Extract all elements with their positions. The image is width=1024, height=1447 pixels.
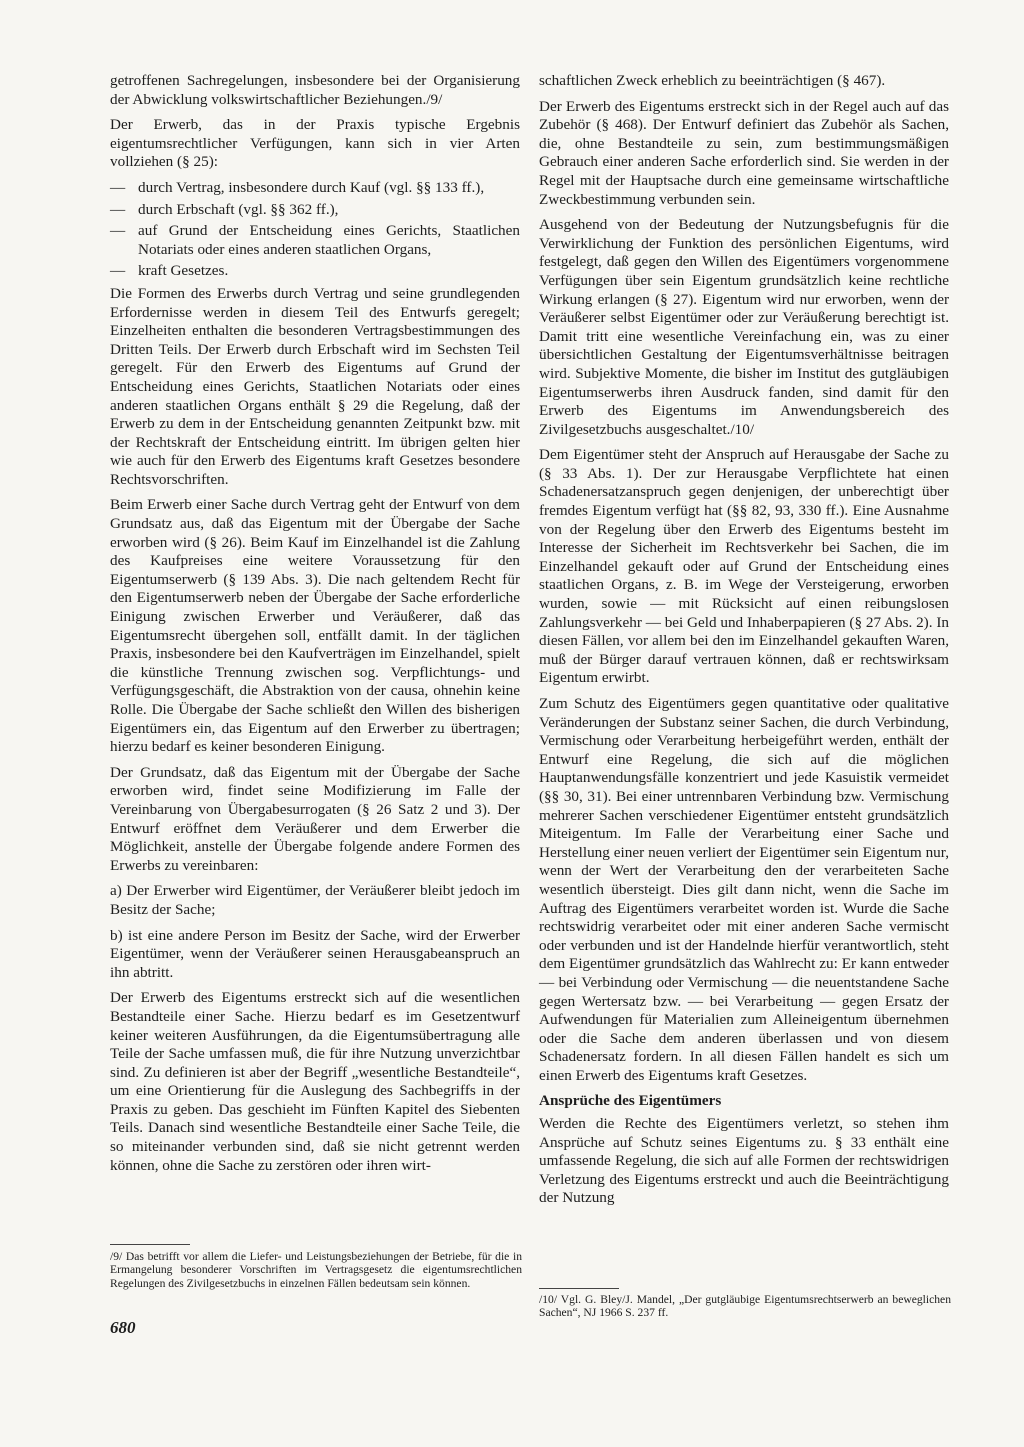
footnote-10: /10/ Vgl. G. Bley/J. Mandel, „Der gutgläubige Eigentumsrechtserwerb an beweglichen Sachen“, NJ 1966 S. 237 ff.	[539, 1293, 951, 1320]
footnote-divider	[110, 1244, 190, 1245]
paragraph: Der Erwerb des Eigentums erstreckt sich in der Regel auch auf das Zubehör (§ 468). Der Entwurf definiert das Zubehör als Sachen, die, ohne Bestandteile zu sein, zum bestimmungsmäßigen Gebrauch einer anderen Sache erforderlich sind. Sie werden in der Regel mit der Hauptsache durch eine gemeinsame wirtschaftliche Zweckbestimmung verbunden sein.	[539, 97, 949, 208]
list-item: — durch Vertrag, insbesondere durch Kauf (vgl. §§ 133 ff.),	[110, 179, 520, 198]
page-number: 680	[110, 1318, 136, 1337]
paragraph: Die Formen des Erwerbs durch Vertrag und seine grundlegenden Erfordernisse werden in diesem Teil des Entwurfs geregelt; Einzelheiten enthalten die besonderen Vertragsbestimmungen des Dritten Teils. Der Erwerb durch Erbschaft wird im Sechsten Teil geregelt. Für den Erwerb des Eigentums auf Grund der Entscheidung eines Gerichts, Staatlichen Notariats oder eines anderen staatlichen Organs enthält § 29 die Regelung, daß der Erwerb zu dem in der Entscheidung genannten Zeitpunkt bzw. mit der Rechtskraft der Entscheidung eintritt. Im übrigen gelten hier wie auch für den Erwerb des Eigentums kraft Gesetzes besondere Rechtsvorschriften.	[110, 284, 520, 488]
paragraph: Der Grundsatz, daß das Eigentum mit der Übergabe der Sache erworben wird, findet seine Modifizierung im Falle der Vereinbarung von Übergabesurrogaten (§ 26 Satz 2 und 3). Der Entwurf eröffnet dem Veräußerer und dem Erwerber die Möglichkeit, anstelle der Übergabe folgende andere Formen des Erwerbs zu vereinbaren:	[110, 763, 520, 874]
paragraph: Der Erwerb, das in der Praxis typische Ergebnis eigentumsrechtlicher Verfügungen, kann sich in vier Arten vollziehen (§ 25):	[110, 116, 520, 171]
list-item: — auf Grund der Entscheidung eines Gerichts, Staatlichen Notariats oder eines anderen staatlichen Organs,	[110, 222, 520, 259]
list-item: — durch Erbschaft (vgl. §§ 362 ff.),	[110, 201, 520, 220]
paragraph: b) ist eine andere Person im Besitz der Sache, wird der Erwerber Eigentümer, wenn der Veräußerer seinen Herausgabeanspruch an ihn abtritt.	[110, 926, 520, 981]
footnote-divider	[539, 1288, 619, 1289]
left-column	[110, 72, 520, 1182]
paragraph: getroffenen Sachregelungen, insbesondere bei der Organisierung der Abwicklung volkswirtschaftlicher Beziehungen./9/	[110, 72, 520, 108]
right-column	[539, 72, 949, 1215]
paragraph: Zum Schutz des Eigentümers gegen quantitative oder qualitative Veränderungen der Substanz seiner Sachen, die durch Verbindung, Vermischung oder Verarbeitung herbeigeführt werden, enthält der Entwurf eine Regelung, die sich auf die möglichen Hauptanwendungsfälle konzentriert und jede Kasuistik vermeidet (§§ 30, 31). Bei einer untrennbaren Verbindung bzw. Vermischung mehrerer Sachen verschiedener Eigentümer entsteht grundsätzlich Miteigentum. Im Falle der Verarbeitung einer Sache und Herstellung einer neuen verliert der Eigentümer sein Eigentum nur, wenn der Wert der Verarbeitung den der verarbeiteten Sache wesentlich übersteigt. Dies gilt dann nicht, wenn die Sache im Auftrag des Eigentümers verarbeitet worden ist. Wurde die Sache rechtswidrig verarbeitet oder mit einer anderen Sache vermischt oder verbunden und ist der Handelnde hierfür verantwortlich, steht dem Eigentümer grundsätzlich das Wahlrecht zu: Er kann entweder — bei Verbindung oder Vermischung — die neuentstandene Sache gegen Wertersatz bzw. — bei Verarbeitung — gegen Ersatz der Aufwendungen für Materialien zum Alleineigentum übernehmen oder die Sache dem anderen überlassen und von diesem Schadenersatz fordern. In all diesen Fällen handelt es sich um einen Erwerb des Eigentums kraft Gesetzes.	[539, 695, 949, 1084]
paragraph: Dem Eigentümer steht der Anspruch auf Herausgabe der Sache zu (§ 33 Abs. 1). Der zur Herausgabe Verpflichtete hat einen Schadenersatzanspruch gegen denjenigen, der unberechtigt über fremdes Eigentum verfügt hat (§§ 82, 93, 330 ff.). Eine Ausnahme von der Regelung über den Erwerb des Eigentums besteht im Interesse der Sicherheit im Rechtsverkehr bei Sachen, die im Einzelhandel gekauft oder auf Grund der Entscheidung eines staatlichen Organs, z. B. im Wege der Versteigerung, erworben wurden, sowie — mit Rücksicht auf einen reibungslosen Zahlungsverkehr — bei Geld und Inhaberpapieren (§ 27 Abs. 2). In diesen Fällen, vor allem bei den im Einzelhandel gekauften Waren, muß der Bürger darauf vertrauen können, daß er rechtswirksam Eigentum erwirbt.	[539, 446, 949, 687]
section-heading: Ansprüche des Eigentümers	[539, 1092, 722, 1110]
paragraph: a) Der Erwerber wird Eigentümer, der Veräußerer bleibt jedoch im Besitz der Sache;	[110, 882, 520, 918]
paragraph: Ausgehend von der Bedeutung der Nutzungsbefugnis für die Verwirklichung der Funktion des persönlichen Eigentums, wird festgelegt, daß gegen den Willen des Eigentümers vorgenommene Verfügungen über sein Eigentum grundsätzlich keine rechtliche Wirkung erlangen (§ 27). Eigentum wird nur erworben, wenn der Veräußerer selbst Eigentümer oder zur Veräußerung berechtigt ist. Damit tritt eine wesentliche Vereinfachung ein, was zu einer übersichtlichen Gestaltung der Eigentumsverhältnisse beitragen wird. Subjektive Momente, die bisher im Institut des gutgläubigen Eigentumserwerbs ihren Ausdruck fanden, sind damit für den Erwerb des Eigentums im Anwendungsbereich des Zivilgesetzbuchs ausgeschaltet./10/	[539, 216, 949, 438]
paragraph: schaftlichen Zweck erheblich zu beeinträchtigen (§ 467).	[539, 72, 886, 89]
acquisition-list	[110, 179, 520, 281]
paragraph: Der Erwerb des Eigentums erstreckt sich auf die wesentlichen Bestandteile einer Sache. Hierzu bedarf es im Gesetzentwurf keiner weiteren Ausführungen, da die Eigentumsübertragung alle Teile der Sache umfassen muß, die für ihre Nutzung unverzichtbar sind. Zu definieren ist aber der Begriff „wesentliche Bestandteile“, um eine Orientierung für die Auslegung des Sachbegriffs in der Praxis zu geben. Das geschieht im Fünften Kapitel des Siebenten Teils. Danach sind wesentliche Bestandteile einer Sache Teile, die so miteinander verbunden sind, daß sie nicht getrennt werden können, ohne die Sache zu zerstören oder ihren wirt-	[110, 989, 520, 1174]
paragraph: Beim Erwerb einer Sache durch Vertrag geht der Entwurf von dem Grundsatz aus, daß das Eigentum mit der Übergabe der Sache erworben wird (§ 26). Beim Kauf im Einzelhandel ist die Zahlung des Kaufpreises eine weitere Voraussetzung für den Eigentumserwerb (§ 139 Abs. 3). Die nach geltendem Recht für den Eigentumserwerb neben der Übergabe der Sache erforderliche Einigung zwischen Erwerber und Veräußerer, daß das Eigentumsrecht übergehen soll, entfällt damit. In der täglichen Praxis, insbesondere bei den Kaufverträgen im Einzelhandel, spielt die künstliche Trennung zwischen sog. Verpflichtungs- und Verfügungsgeschäft, die Abstraktion von der causa, ohnehin keine Rolle. Die Übergabe der Sache schließt den Willen des bisherigen Eigentümers ein, das Eigentum auf den Erwerber zu übertragen; hierzu bedarf es keiner besonderen Einigung.	[110, 496, 520, 756]
paragraph: Werden die Rechte des Eigentümers verletzt, so stehen ihm Ansprüche auf Schutz seines Eigentums zu. § 33 enthält eine umfassende Regelung, die sich auf alle Formen der rechtswidrigen Verletzung des Eigentums erstreckt und auch die Beeinträchtigung der Nutzung	[539, 1115, 949, 1207]
footnote-9: /9/ Das betrifft vor allem die Liefer- und Leistungsbeziehungen der Betriebe, für die in Ermangelung besonderer Vorschriften im Vertragsgesetz die eigentumsrechtlichen Regelungen des Zivilgesetzbuchs in einzelnen Fällen bedeutsam sein können.	[110, 1250, 522, 1290]
list-item: — kraft Gesetzes.	[110, 262, 520, 281]
